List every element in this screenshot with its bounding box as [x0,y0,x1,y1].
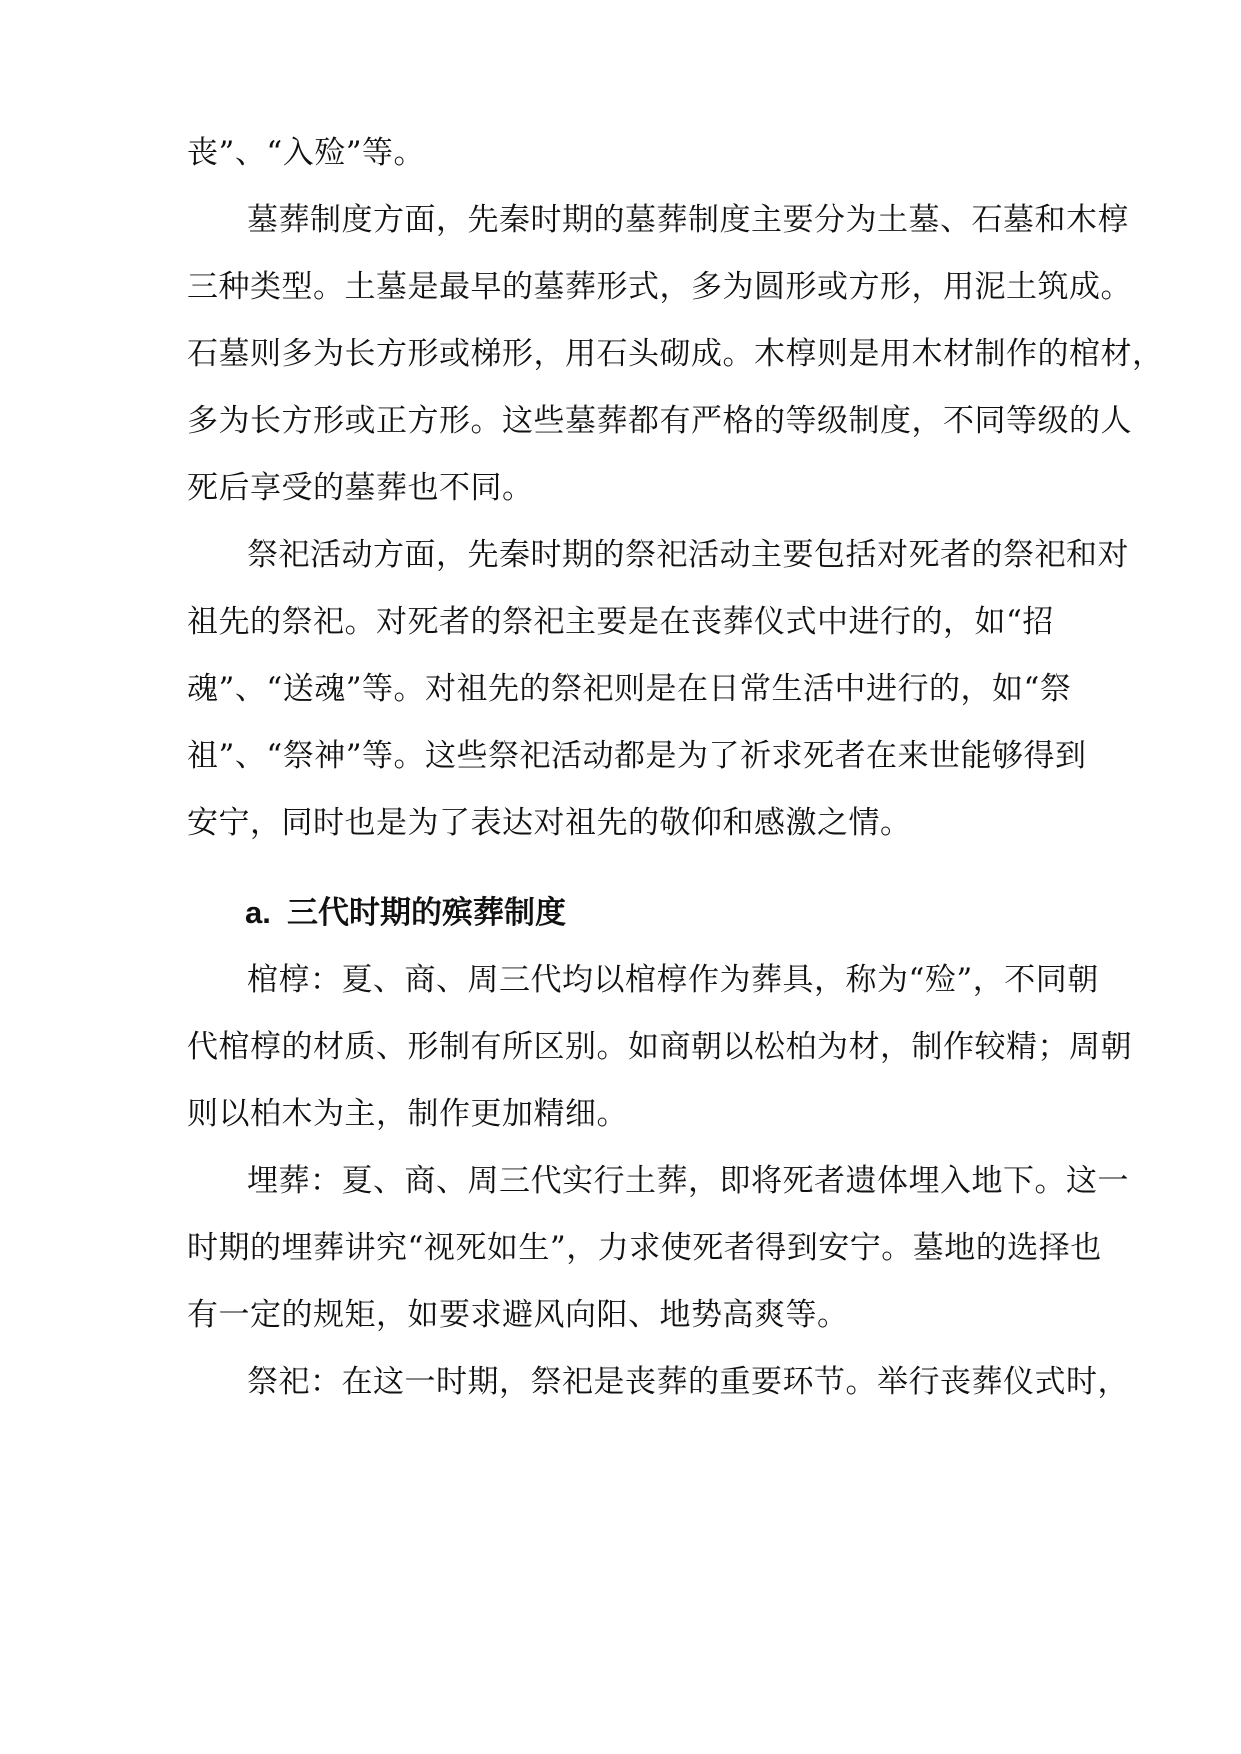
paragraph-rites-line-1: 祭祀：在这一时期，祭祀是丧葬的重要环节。举行丧葬仪式时， [247,1364,1129,1400]
paragraph-burial-line-3: 有一定的规矩，如要求避风向阳、地势高爽等。 [187,1297,849,1333]
paragraph-sacrifice-line-2: 祖先的祭祀。对死者的祭祀主要是在丧葬仪式中进行的，如“招 [187,604,1054,640]
heading-marker: a. [245,895,271,930]
paragraph-sacrifice-line-1: 祭祀活动方面，先秦时期的祭祀活动主要包括对死者的祭祀和对 [247,537,1129,573]
paragraph-coffins-line-1: 棺椁：夏、商、周三代均以棺椁作为葬具，称为“殓”，不同朝 [247,962,1099,998]
heading-title: 三代时期的殡葬制度 [287,895,566,931]
paragraph-tombs-line-1: 墓葬制度方面，先秦时期的墓葬制度主要分为土墓、石墓和木椁 [247,202,1129,238]
paragraph-sacrifice-line-4: 祖”、“祭神”等。这些祭祀活动都是为了祈求死者在来世能够得到 [187,738,1087,774]
paragraph-coffins-line-2: 代棺椁的材质、形制有所区别。如商朝以松柏为材，制作较精；周朝 [187,1029,1132,1065]
paragraph-burial-line-1: 埋葬：夏、商、周三代实行土葬，即将死者遗体埋入地下。这一 [247,1163,1129,1199]
paragraph-continuation-line: 丧”、“入殓”等。 [187,135,426,171]
section-heading [245,893,566,933]
paragraph-tombs-line-5: 死后享受的墓葬也不同。 [187,470,534,506]
paragraph-sacrifice-line-5: 安宁，同时也是为了表达对祖先的敬仰和感激之情。 [187,805,912,841]
paragraph-tombs-line-4: 多为长方形或正方形。这些墓葬都有严格的等级制度，不同等级的人 [187,403,1132,439]
paragraph-tombs-line-3: 石墓则多为长方形或梯形，用石头砌成。木椁则是用木材制作的棺材， [187,336,1164,372]
paragraph-tombs-line-2: 三种类型。土墓是最早的墓葬形式，多为圆形或方形，用泥土筑成。 [187,269,1132,305]
paragraph-coffins-line-3: 则以柏木为主，制作更加精细。 [187,1096,628,1132]
paragraph-burial-line-2: 时期的埋葬讲究“视死如生”，力求使死者得到安宁。墓地的选择也 [187,1230,1102,1266]
paragraph-sacrifice-line-3: 魂”、“送魂”等。对祖先的祭祀则是在日常生活中进行的，如“祭 [187,671,1072,707]
